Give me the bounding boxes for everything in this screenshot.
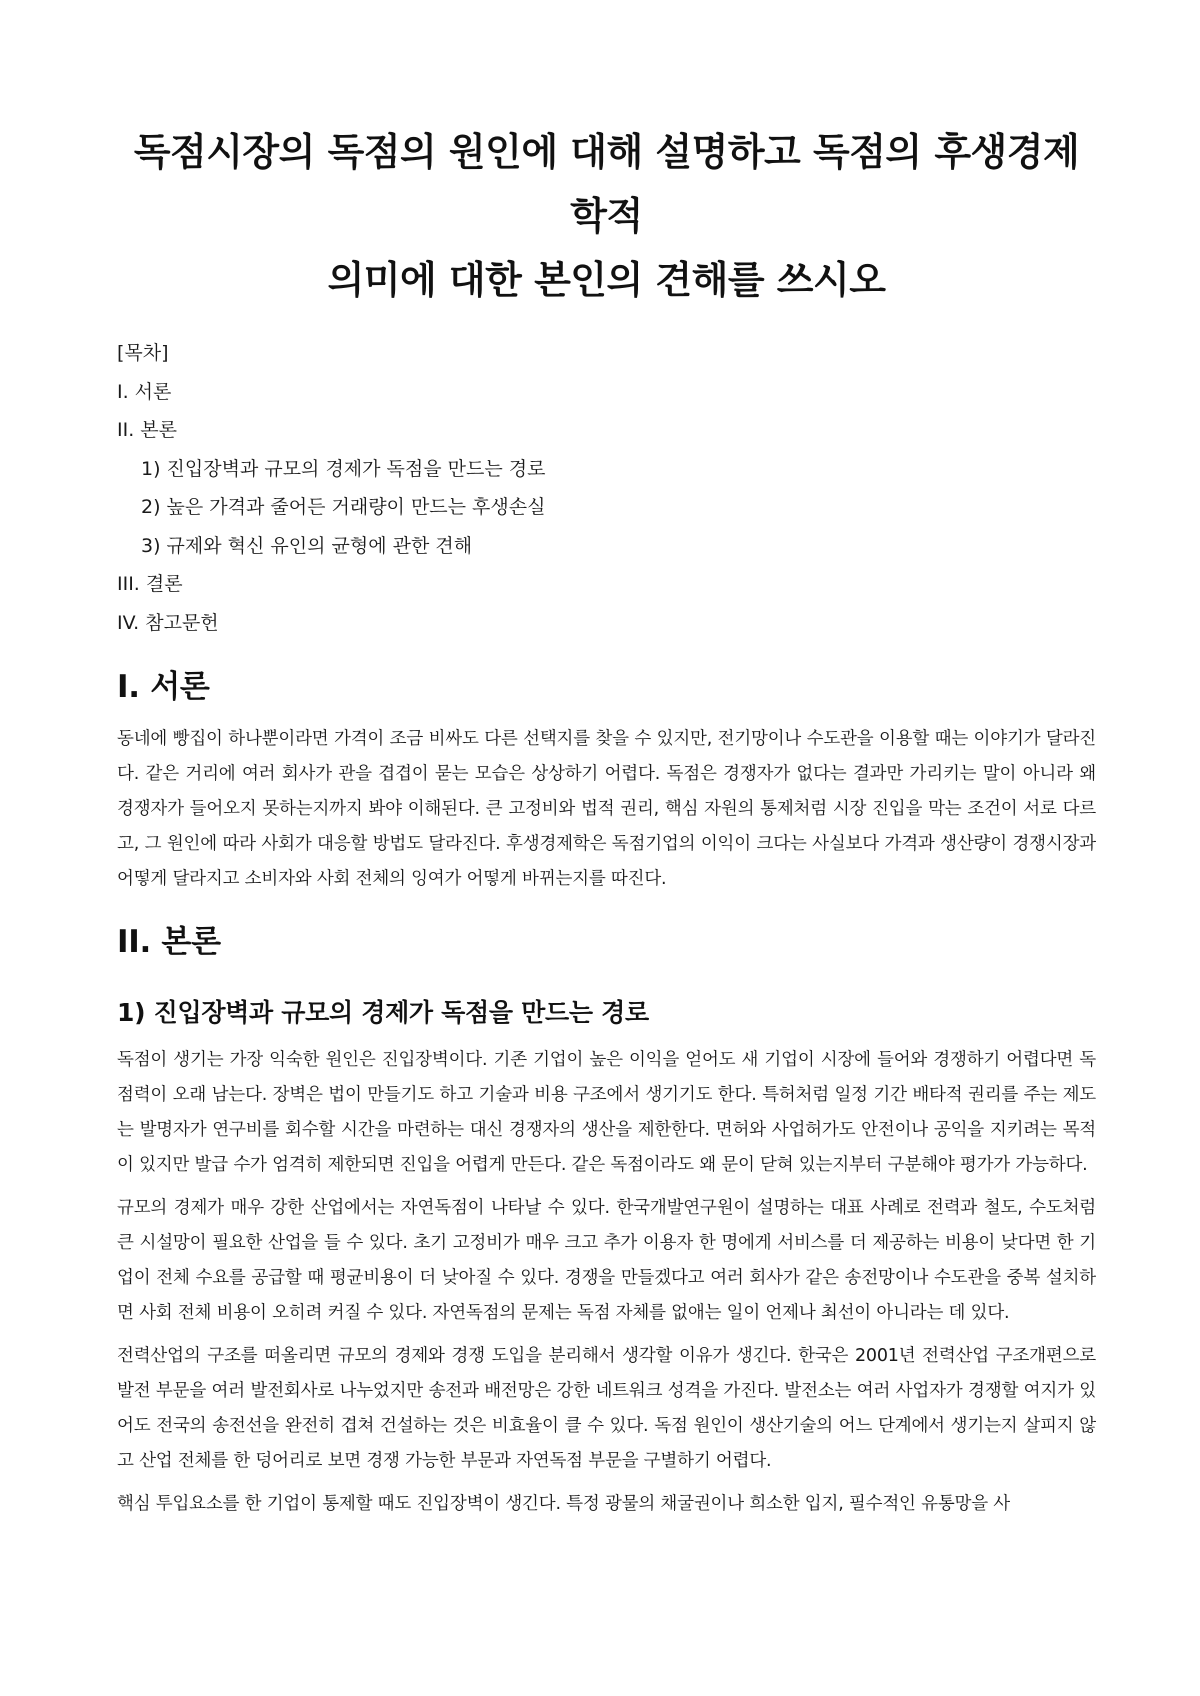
subsection-heading-1: 1) 진입장벽과 규모의 경제가 독점을 만드는 경로 xyxy=(117,998,649,1027)
toc-subitem-3: 3) 규제와 혁신 유인의 균형에 관한 견해 xyxy=(141,534,473,557)
toc-subitem-1: 1) 진입장벽과 규모의 경제가 독점을 만드는 경로 xyxy=(141,457,546,480)
toc-item-body: II. 본론 xyxy=(117,419,177,441)
toc-subitem-2: 2) 높은 가격과 줄어든 거래량이 만드는 후생손실 xyxy=(141,496,546,518)
paragraph: 핵심 투입요소를 한 기업이 통제할 때도 진입장벽이 생긴다. 특정 광물의 채굴권이나 희소한 입지, 필수적인 유통망을 사 xyxy=(117,1494,1011,1514)
section-heading-body: II. 본론 xyxy=(117,924,221,960)
section-intro-body xyxy=(117,722,1096,897)
table-of-contents xyxy=(117,334,1096,642)
paragraph: 전력산업의 구조를 떠올리면 규모의 경제와 경쟁 도입을 분리해서 생각할 이유가 생긴다. 한국은 2001년 전력산업 구조개편으로 발전 부문을 여러 발전회사로 나누었지만 송전과 배전망은 강한 네트워크 성격을 가진다. 발전소는 여러 사업자가 경쟁할 여지가 있어도 전국의 송전선을 완전히 겹쳐 건설하는 것은 비효율이 클 수 있다. 독점 원인이 생산기술의 어느 단계에서 생기는지 살피지 않고 산업 전체를 한 덩어리로 보면 경쟁 가능한 부문과 자연독점 부문을 구별하기 어렵다. xyxy=(117,1346,1096,1471)
paragraph: 독점이 생기는 가장 익숙한 원인은 진입장벽이다. 기존 기업이 높은 이익을 얻어도 새 기업이 시장에 들어와 경쟁하기 어렵다면 독점력이 오래 남는다. 장벽은 법이 만들기도 하고 기술과 비용 구조에서 생기기도 한다. 특허처럼 일정 기간 배타적 권리를 주는 제도는 발명자가 연구비를 회수할 시간을 마련하는 대신 경쟁자의 생산을 제한한다. 면허와 사업허가도 안전이나 공익을 지키려는 목적이 있지만 발급 수가 엄격히 제한되면 진입을 어렵게 만든다. 같은 독점이라도 왜 문이 닫혀 있는지부터 구분해야 평가가 가능하다. xyxy=(117,1050,1096,1175)
document-title xyxy=(117,120,1096,312)
document-title-line-2: 의미에 대한 본인의 견해를 쓰시오 xyxy=(327,258,886,302)
toc-item-intro: I. 서론 xyxy=(117,380,172,403)
document-title-line-1: 독점시장의 독점의 원인에 대해 설명하고 독점의 후생경제학적 xyxy=(133,130,1080,238)
section-heading-intro: I. 서론 xyxy=(117,669,210,705)
toc-item-conclusion: III. 결론 xyxy=(117,573,183,595)
toc-heading: [목차] xyxy=(117,342,169,364)
subsection-1-body xyxy=(117,1043,1096,1522)
toc-item-references: IV. 참고문헌 xyxy=(117,611,219,634)
paragraph: 규모의 경제가 매우 강한 산업에서는 자연독점이 나타날 수 있다. 한국개발연구원이 설명하는 대표 사례로 전력과 철도, 수도처럼 큰 시설망이 필요한 산업을 들 수 있다. 초기 고정비가 매우 크고 추가 이용자 한 명에게 서비스를 더 제공하는 비용이 낮다면 한 기업이 전체 수요를 공급할 때 평균비용이 더 낮아질 수 있다. 경쟁을 만들겠다고 여러 회사가 같은 송전망이나 수도관을 중복 설치하면 사회 전체 비용이 오히려 커질 수 있다. 자연독점의 문제는 독점 자체를 없애는 일이 언제나 최선이 아니라는 데 있다. xyxy=(117,1198,1096,1323)
paragraph: 동네에 빵집이 하나뿐이라면 가격이 조금 비싸도 다른 선택지를 찾을 수 있지만, 전기망이나 수도관을 이용할 때는 이야기가 달라진다. 같은 거리에 여러 회사가 관을 겹겹이 묻는 모습은 상상하기 어렵다. 독점은 경쟁자가 없다는 결과만 가리키는 말이 아니라 왜 경쟁자가 들어오지 못하는지까지 봐야 이해된다. 큰 고정비와 법적 권리, 핵심 자원의 통제처럼 시장 진입을 막는 조건이 서로 다르고, 그 원인에 따라 사회가 대응할 방법도 달라진다. 후생경제학은 독점기업의 이익이 크다는 사실보다 가격과 생산량이 경쟁시장과 어떻게 달라지고 소비자와 사회 전체의 잉여가 어떻게 바뀌는지를 따진다. xyxy=(117,729,1096,889)
